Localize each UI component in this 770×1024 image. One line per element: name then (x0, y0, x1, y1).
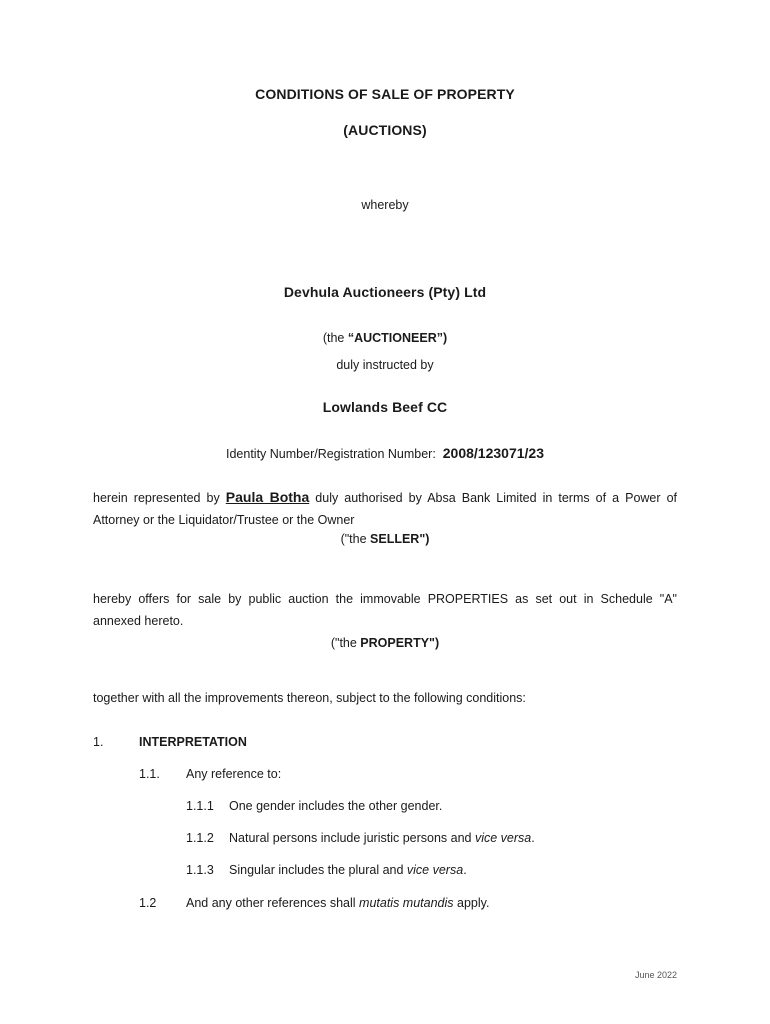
clause-1-1-3-number: 1.1.3 (186, 863, 214, 877)
representation-paragraph: herein represented by Paula Botha duly authorised by Absa Bank Limited in terms of a Power of Attorney or the Liquidator/Trustee or the Owner (93, 489, 677, 527)
seller-role: ("the SELLER") (340, 532, 430, 546)
whereby-text: whereby (361, 198, 409, 212)
registration-number: Identity Number/Registration Number: 2008/123071/23 (226, 445, 544, 461)
instructed-text: duly instructed by (336, 358, 434, 372)
document-subtitle: (AUCTIONS) (343, 122, 427, 138)
clause-1-1-text: Any reference to: (186, 767, 282, 781)
conditions-intro: together with all the improvements thereon, subject to the following conditions: (93, 691, 526, 705)
seller-name: Lowlands Beef CC (322, 399, 448, 415)
clause-1-1-number: 1.1. (139, 767, 160, 781)
clause-1-1-2-text: Natural persons include juristic persons and vice versa. (229, 831, 535, 845)
clause-1-2-text: And any other references shall mutatis mutandis apply. (186, 896, 490, 910)
footer-date: June 2022 (634, 970, 677, 980)
auctioneer-name: Devhula Auctioneers (Pty) Ltd (283, 284, 487, 300)
clause-1-2-number: 1.2 (139, 896, 157, 910)
document-title: CONDITIONS OF SALE OF PROPERTY (255, 86, 515, 102)
clause-1-1-2-number: 1.1.2 (186, 831, 214, 845)
auctioneer-role: (the “AUCTIONEER”) (322, 331, 448, 345)
section-1-heading: INTERPRETATION (139, 735, 247, 749)
section-1-number: 1. (93, 735, 104, 749)
clause-1-1-1-text: One gender includes the other gender. (229, 799, 443, 813)
representative-name: Paula Botha (225, 489, 310, 505)
offer-paragraph: hereby offers for sale by public auction the immovable PROPERTIES as set out in Schedule "A" annexed hereto. (93, 592, 677, 628)
property-role: ("the PROPERTY") (330, 636, 440, 650)
clause-1-1-1-number: 1.1.1 (186, 799, 214, 813)
clause-1-1-3-text: Singular includes the plural and vice versa. (229, 863, 467, 877)
